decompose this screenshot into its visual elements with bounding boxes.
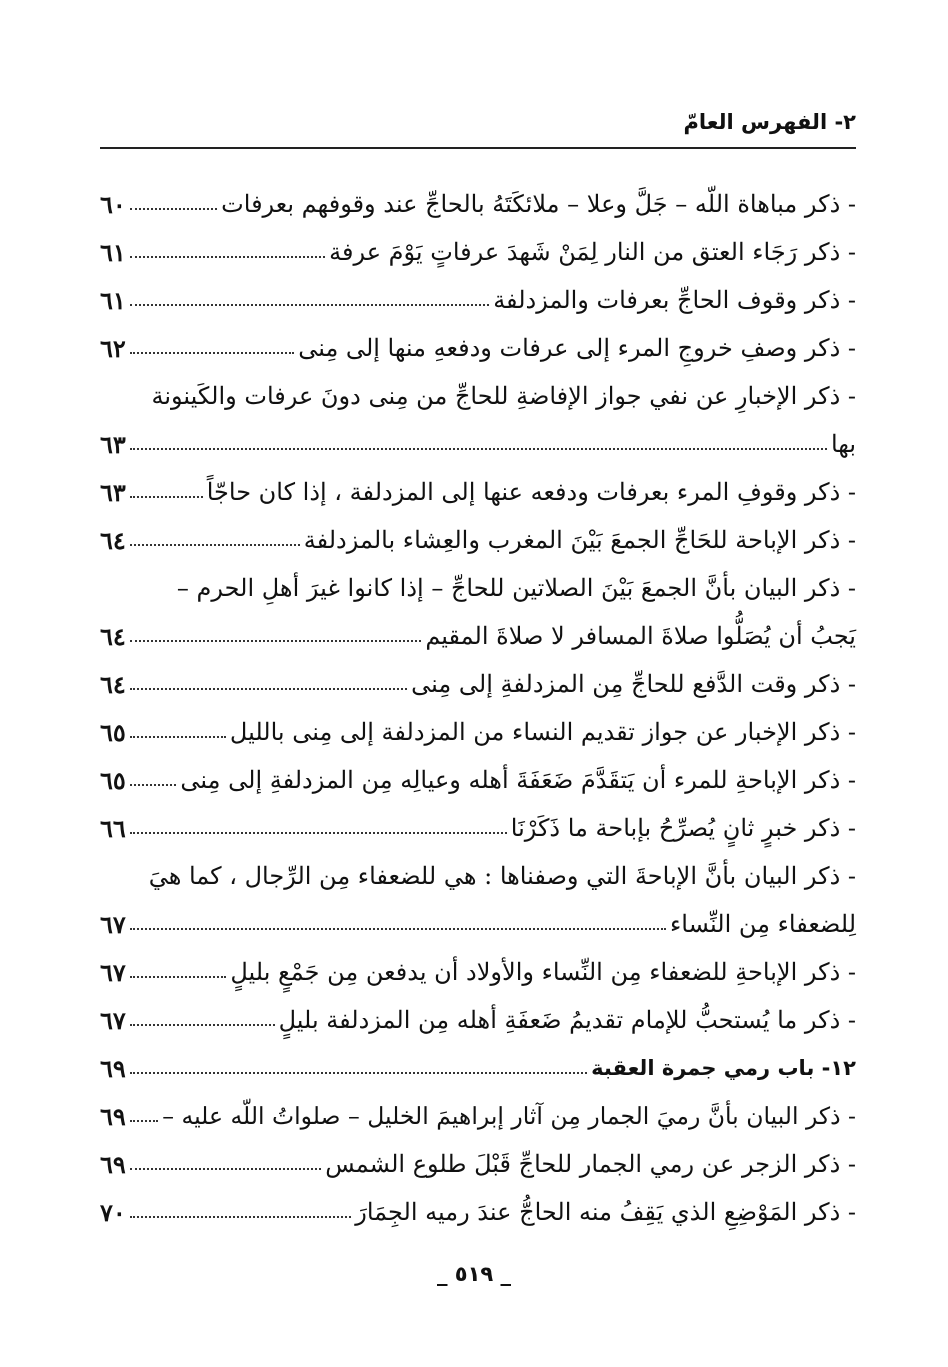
- toc-entry: [100, 756, 856, 804]
- toc-entry-text: يَجبُ أن يُصَلُّوا صلاةَ المسافر لا صلاةَ المقيم: [425, 622, 856, 650]
- page-reference: ٦٩: [100, 1101, 126, 1131]
- page-reference: ٦٢: [100, 333, 126, 363]
- page-reference: ٦٥: [100, 717, 126, 747]
- leader-dots: [130, 448, 827, 450]
- toc-entry: [100, 948, 856, 996]
- toc-entry-text: - ذكر الإباحةِ للمرء أن يَتقَدَّمَ ضَعَفَةَ أهله وعيالِه مِن المزدلفةِ إلى مِنى: [180, 766, 856, 794]
- page-reference: ٦٤: [100, 525, 126, 555]
- toc-entry-text: - ذكر الإخبارِ عن نفي جواز الإفاضةِ للحاجِّ من مِنى دونَ عرفات والكَينونة: [151, 382, 856, 410]
- toc-entry: [100, 180, 856, 228]
- header-rule: [100, 147, 856, 149]
- toc-entry: [100, 612, 856, 660]
- leader-dots: [130, 928, 666, 930]
- page-reference: ٧٠: [100, 1197, 126, 1227]
- table-of-contents: [100, 180, 856, 1236]
- leader-dots: [130, 640, 422, 642]
- toc-entry-text: - ذكر مباهاة اللّه – جَلَّ وعلا – ملائكَتَهُ بالحاجِّ عند وقوفهم بعرفات: [221, 190, 856, 218]
- leader-dots: [130, 1120, 158, 1122]
- toc-entry-text: - ذكر وقت الدَّفع للحاجِّ مِن المزدلفةِ إلى مِنى: [411, 670, 856, 698]
- page-reference: ٦٧: [100, 957, 126, 987]
- toc-entry-first-line: [100, 852, 856, 900]
- toc-entry-text: - ذكر البيان بأنَّ الجمعَ بَيْنَ الصلاتين للحاجِّ – إذا كانوا غيرَ أهلِ الحرم –: [176, 574, 856, 602]
- section-title: ١٢- باب رمي جمرة العقبة: [591, 1056, 856, 1080]
- toc-entry: [100, 324, 856, 372]
- page-reference: ٦١: [100, 237, 126, 267]
- leader-dots: [130, 1168, 321, 1170]
- toc-entry-text: لِلضعفاء مِن النِّساء: [670, 910, 856, 938]
- toc-entry-first-line: [100, 564, 856, 612]
- toc-entry-text: - ذكر ما يُستحبُّ للإمام تقديمُ ضَعفَةِ أهله مِن المزدلفة بليلٍ: [278, 1006, 856, 1034]
- toc-entry: [100, 900, 856, 948]
- leader-dots: [130, 1216, 351, 1218]
- page-reference: ٦٧: [100, 1005, 126, 1035]
- page-reference: ٦٩: [100, 1149, 126, 1179]
- page-reference: ٦٣: [100, 477, 126, 507]
- running-header: ٢- الفهرس العامّ: [683, 110, 856, 134]
- page-reference: ٦٥: [100, 765, 126, 795]
- page-reference: ٦٤: [100, 669, 126, 699]
- leader-dots: [130, 832, 507, 834]
- leader-dots: [130, 688, 407, 690]
- toc-entry-text: - ذكر الإباحة للحَاجِّ الجمعَ بَيْنَ المغرب والعِشاء بالمزدلفة: [303, 526, 856, 554]
- page-reference: ٦٧: [100, 909, 126, 939]
- page-reference: ٦٦: [100, 813, 126, 843]
- toc-entry: [100, 708, 856, 756]
- toc-entry: [100, 660, 856, 708]
- toc-entry: [100, 228, 856, 276]
- toc-entry-text: - ذكر البيان بأنَّ رميَ الجمار مِن آثار إبراهيمَ الخليل – صلواتُ اللّه عليه –: [162, 1102, 856, 1130]
- leader-dots: [130, 1072, 587, 1074]
- leader-dots: [130, 352, 294, 354]
- leader-dots: [130, 496, 203, 498]
- toc-entry: [100, 1092, 856, 1140]
- leader-dots: [130, 1024, 275, 1026]
- toc-entry: [100, 804, 856, 852]
- page-reference: ٦٣: [100, 429, 126, 459]
- page-reference: ٦٩: [100, 1053, 126, 1083]
- toc-entry-text: - ذكر وقوفِ المرء بعرفات ودفعه عنها إلى المزدلفة ، إذا كان حاجّاً: [206, 478, 856, 506]
- toc-entry: [100, 420, 856, 468]
- toc-entry-text: - ذكر خبرٍ ثانٍ يُصرِّحُ بإباحة ما ذَكَرْنَا: [510, 814, 856, 842]
- toc-entry-text: - ذكر وصفِ خروجِ المرء إلى عرفات ودفعهِ منها إلى مِنى: [298, 334, 856, 362]
- toc-entry: [100, 996, 856, 1044]
- page-reference: ٦٠: [100, 189, 126, 219]
- toc-entry-text: بها: [830, 430, 856, 458]
- page-reference: ٦٤: [100, 621, 126, 651]
- toc-entry: [100, 516, 856, 564]
- toc-entry: [100, 1188, 856, 1236]
- toc-entry: [100, 276, 856, 324]
- section-heading: [100, 1044, 856, 1092]
- toc-entry-text: - ذكر الإخبار عن جواز تقديم النساء من المزدلفة إلى مِنى بالليل: [229, 718, 856, 746]
- page-number: _ ٥١٩ _: [436, 1262, 512, 1286]
- toc-entry: [100, 468, 856, 516]
- toc-entry-text: - ذكر المَوْضِعِ الذي يَقِفُ منه الحاجُّ عندَ رميه الجِمَارَ: [355, 1198, 856, 1226]
- leader-dots: [130, 304, 489, 306]
- toc-entry-text: - ذكر رَجَاء العتق من النار لِمَنْ شَهدَ عرفاتٍ يَوْمَ عرفة: [329, 238, 856, 266]
- leader-dots: [130, 256, 325, 258]
- page-reference: ٦١: [100, 285, 126, 315]
- toc-entry-text: - ذكر الزجر عن رمي الجمار للحاجِّ قَبْلَ طلوع الشمس: [325, 1150, 856, 1178]
- leader-dots: [130, 784, 177, 786]
- toc-entry-first-line: [100, 372, 856, 420]
- leader-dots: [130, 976, 227, 978]
- toc-entry-text: - ذكر الإباحةِ للضعفاء مِن النِّساء والأولاد أن يدفعن مِن جَمْعٍ بليلٍ: [230, 958, 856, 986]
- leader-dots: [130, 736, 226, 738]
- leader-dots: [130, 544, 300, 546]
- toc-entry-text: - ذكر البيان بأنَّ الإباحةَ التي وصفناها : هي للضعفاء مِن الرِّجال ، كما هيَ: [148, 862, 856, 890]
- toc-entry: [100, 1140, 856, 1188]
- toc-entry-text: - ذكر وقوف الحاجِّ بعرفات والمزدلفة: [493, 286, 856, 314]
- leader-dots: [130, 208, 217, 210]
